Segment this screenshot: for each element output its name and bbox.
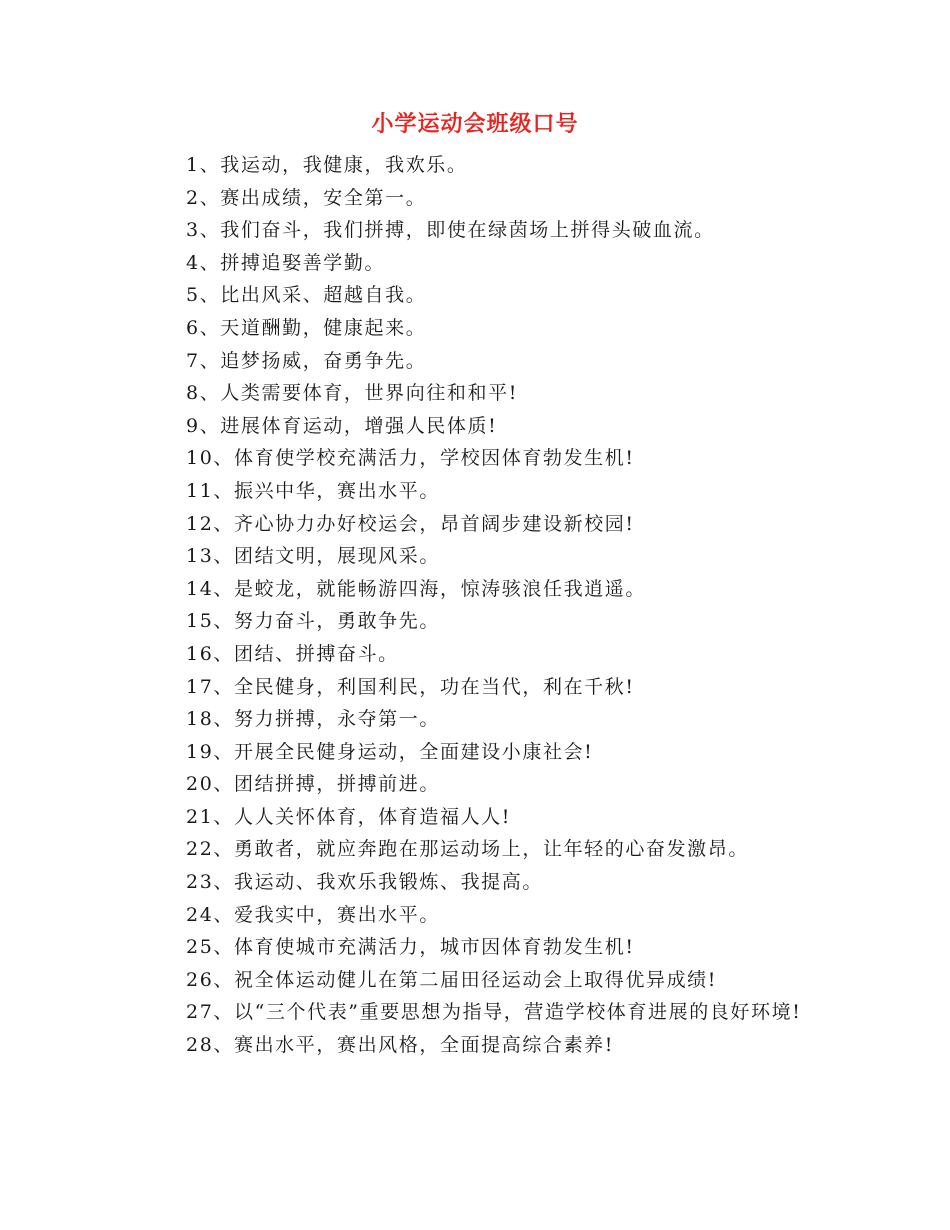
list-item: 22、勇敢者，就应奔跑在那运动场上，让年轻的心奋发激昂。 — [186, 838, 749, 861]
list-item: 5、比出风采、超越自我。 — [186, 284, 427, 307]
list-item: 23、我运动、我欢乐我锻炼、我提高。 — [186, 871, 543, 894]
list-item: 15、努力奋斗，勇敢争先。 — [186, 610, 440, 633]
list-item: 18、努力拼搏，永夺第一。 — [186, 708, 440, 731]
list-item: 24、爱我实中，赛出水平。 — [186, 903, 440, 926]
slogan-list — [142, 149, 802, 1062]
list-item: 26、祝全体运动健儿在第二届田径运动会上取得优异成绩! — [186, 968, 718, 991]
list-item: 17、全民健身，利国利民，功在当代，利在千秋! — [186, 675, 635, 698]
page-title: 小学运动会班级口号 — [371, 112, 579, 137]
list-item: 16、团结、拼搏奋斗。 — [186, 642, 399, 665]
list-item: 25、体育使城市充满活力，城市因体育勃发生机! — [186, 936, 635, 959]
list-item: 8、人类需要体育，世界向往和和平! — [186, 382, 518, 405]
list-item: 20、团结拼搏，拼搏前进。 — [186, 773, 440, 796]
list-item: 2、赛出成绩，安全第一。 — [186, 186, 427, 209]
list-item: 3、我们奋斗，我们拼搏，即使在绿茵场上拼得头破血流。 — [186, 219, 715, 242]
list-item: 11、振兴中华，赛出水平。 — [186, 479, 440, 502]
list-item: 6、天道酬勤，健康起来。 — [186, 316, 427, 339]
list-item: 19、开展全民健身运动，全面建设小康社会! — [186, 740, 594, 763]
list-item: 9、进展体育运动，增强人民体质! — [186, 414, 498, 437]
list-item: 14、是蛟龙，就能畅游四海，惊涛骇浪任我逍遥。 — [186, 577, 646, 600]
list-item: 28、赛出水平，赛出风格，全面提高综合素养! — [186, 1034, 615, 1057]
list-item: 13、团结文明，展现风采。 — [186, 545, 440, 568]
list-item: 12、齐心协力办好校运会，昂首阔步建设新校园! — [186, 512, 635, 535]
list-item: 1、我运动，我健康，我欢乐。 — [186, 154, 468, 176]
list-item: 10、体育使学校充满活力，学校因体育勃发生机! — [186, 447, 635, 470]
list-item: 4、拼搏追娶善学勤。 — [186, 251, 386, 274]
list-item: 21、人人关怀体育，体育造福人人! — [186, 805, 512, 828]
list-item: 27、以“三个代表”重要思想为指导，营造学校体育进展的良好环境! — [186, 1001, 802, 1024]
list-item: 7、追梦扬威，奋勇争先。 — [186, 349, 427, 372]
